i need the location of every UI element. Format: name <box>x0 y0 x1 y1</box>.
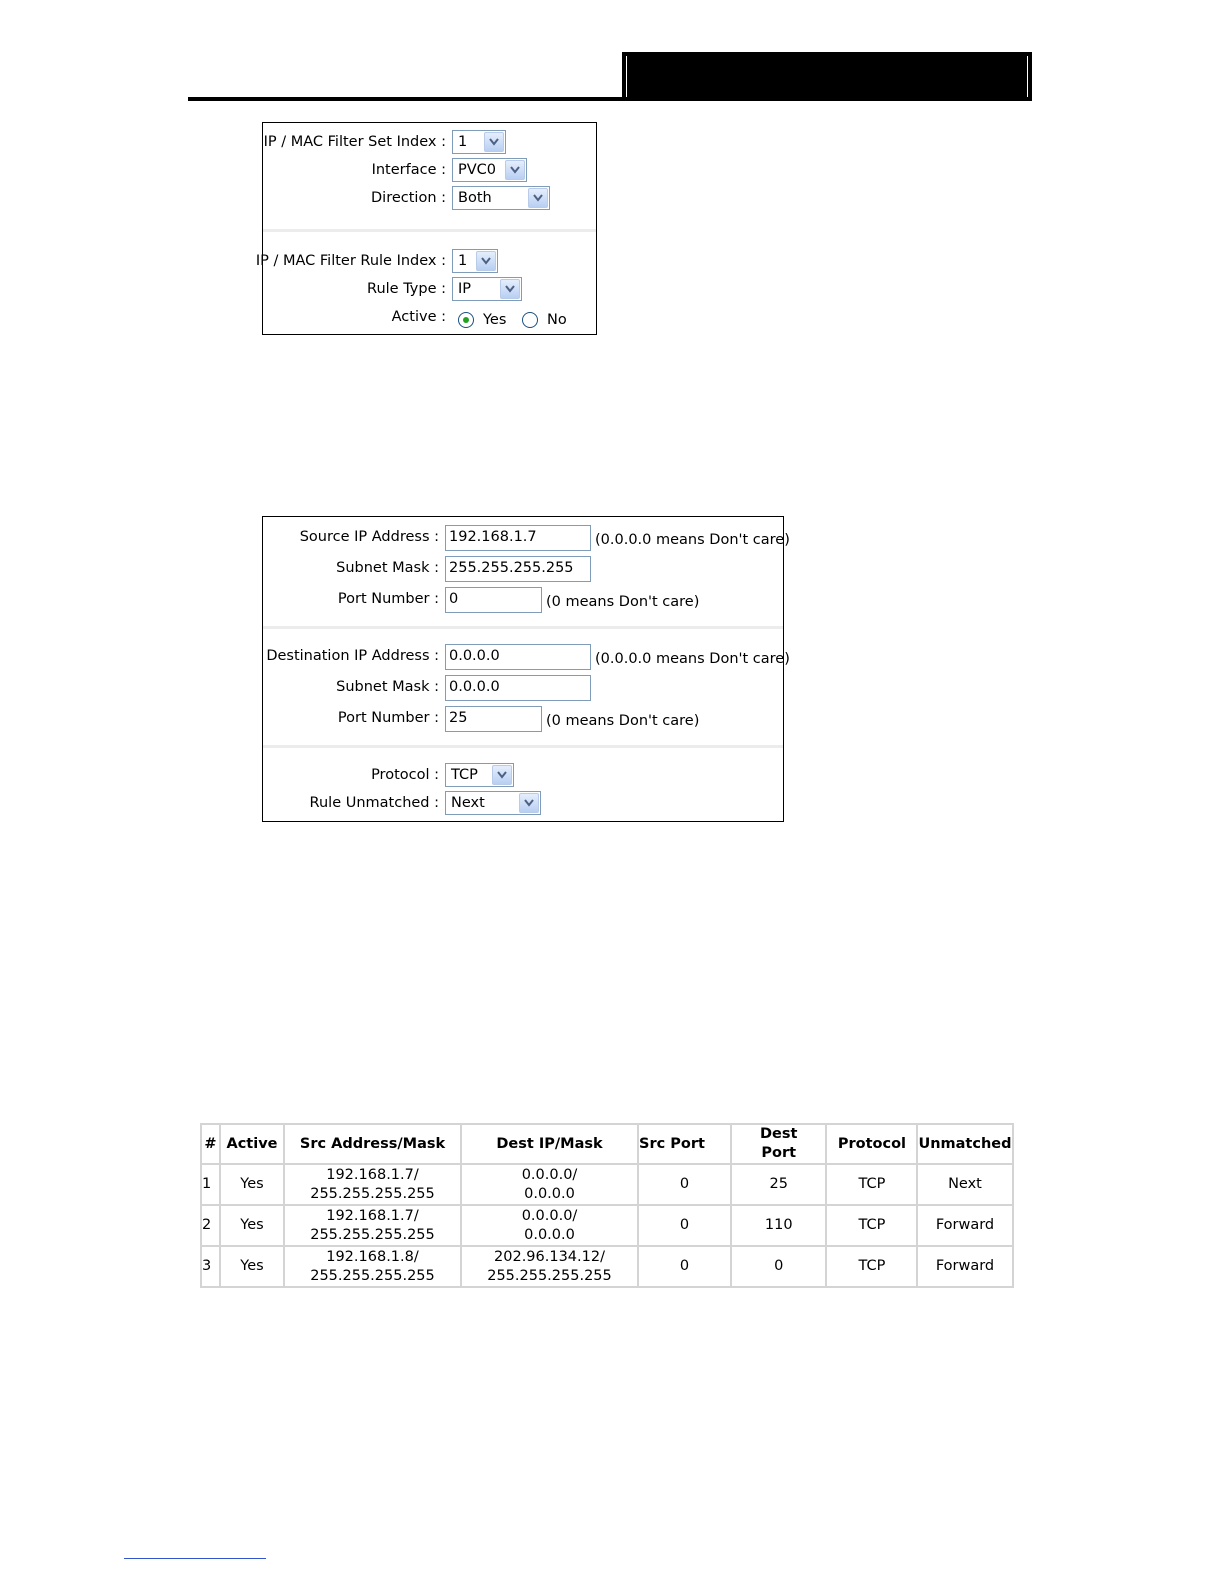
dst-mask-value: 0.0.0.0 <box>449 679 500 695</box>
cell-dest-mask: 0.0.0.0 <box>524 1226 575 1243</box>
rule-type-label: Rule Type : <box>367 281 446 297</box>
cell-src-mask: 255.255.255.255 <box>310 1185 435 1202</box>
direction-value: Both <box>458 190 492 206</box>
rule-type-value: IP <box>458 281 472 297</box>
dst-mask-input[interactable] <box>445 675 591 701</box>
src-port-input[interactable] <box>445 587 542 613</box>
src-mask-value: 255.255.255.255 <box>449 560 574 576</box>
dst-port-label: Port Number : <box>337 710 439 726</box>
chevron-down-icon <box>528 188 548 208</box>
src-port-hint: (0 means Don't care) <box>546 594 700 610</box>
col-header-protocol: Protocol <box>827 1125 916 1163</box>
cell-protocol: TCP <box>827 1165 916 1204</box>
chevron-down-icon <box>500 279 520 299</box>
direction-label: Direction : <box>371 190 446 206</box>
src-mask-input[interactable] <box>445 556 591 582</box>
panel2-separator-2 <box>263 745 783 748</box>
panel1-separator <box>263 229 596 232</box>
cell-dest-ip: 0.0.0.0/ <box>521 1166 578 1183</box>
rule-type-select[interactable] <box>452 277 522 301</box>
rule-index-select[interactable] <box>452 249 498 273</box>
col-header-src-port: Src Port <box>639 1125 730 1163</box>
cell-unmatched: Forward <box>918 1206 1011 1245</box>
cell-dest-ip: 202.96.134.12/ <box>494 1248 605 1265</box>
cell-src-ip: 192.168.1.7/ <box>326 1207 419 1224</box>
cell-active: Yes <box>221 1165 283 1204</box>
footnote-rule <box>124 1558 266 1559</box>
interface-value: PVC0 <box>458 162 497 178</box>
cell-dest-mask: 255.255.255.255 <box>487 1267 612 1284</box>
col-header-src: Src Address/Mask <box>285 1125 460 1163</box>
active-label: Active : <box>391 309 446 325</box>
cell-num: 3 <box>202 1247 219 1286</box>
active-no-radio[interactable] <box>522 312 538 328</box>
col-header-dest: Dest IP/Mask <box>462 1125 637 1163</box>
src-ip-hint: (0.0.0.0 means Don't care) <box>595 532 790 548</box>
set-index-value: 1 <box>458 134 468 150</box>
interface-select[interactable] <box>452 158 527 182</box>
cell-src <box>285 1247 460 1286</box>
table-row <box>202 1165 1012 1204</box>
protocol-label: Protocol : <box>371 767 439 783</box>
cell-src <box>285 1165 460 1204</box>
src-ip-input[interactable] <box>445 525 591 551</box>
rule-index-value: 1 <box>458 253 468 269</box>
cell-src-port: 0 <box>639 1206 730 1245</box>
cell-src-port: 0 <box>639 1165 730 1204</box>
table-row <box>202 1247 1012 1286</box>
cell-dest <box>462 1247 637 1286</box>
cell-src-mask: 255.255.255.255 <box>310 1267 435 1284</box>
active-yes-radio[interactable] <box>458 312 474 328</box>
dst-ip-value: 0.0.0.0 <box>449 648 500 664</box>
dst-port-hint: (0 means Don't care) <box>546 713 700 729</box>
cell-unmatched: Forward <box>918 1247 1011 1286</box>
set-index-label: IP / MAC Filter Set Index : <box>263 134 446 150</box>
cell-num: 1 <box>202 1165 219 1204</box>
cell-num: 2 <box>202 1206 219 1245</box>
active-yes-label: Yes <box>483 312 507 328</box>
chevron-down-icon <box>505 160 525 180</box>
chevron-down-icon <box>476 251 496 271</box>
dst-mask-label: Subnet Mask : <box>336 679 439 695</box>
cell-src-ip: 192.168.1.7/ <box>326 1166 419 1183</box>
cell-dest-ip: 0.0.0.0/ <box>521 1207 578 1224</box>
dst-ip-input[interactable] <box>445 644 591 670</box>
cell-dest-port: 25 <box>732 1165 825 1204</box>
src-ip-label: Source IP Address : <box>299 529 439 545</box>
chevron-down-icon <box>519 793 539 813</box>
cell-dest-port: 0 <box>732 1247 825 1286</box>
col-header-active: Active <box>221 1125 283 1163</box>
cell-src <box>285 1206 460 1245</box>
cell-dest-mask: 0.0.0.0 <box>524 1185 575 1202</box>
set-index-select[interactable] <box>452 130 506 154</box>
cell-src-mask: 255.255.255.255 <box>310 1226 435 1243</box>
chevron-down-icon <box>484 132 504 152</box>
chevron-down-icon <box>492 765 512 785</box>
header-rule <box>188 97 1032 101</box>
cell-active: Yes <box>221 1247 283 1286</box>
filter-rules-table <box>200 1123 1014 1288</box>
cell-protocol: TCP <box>827 1247 916 1286</box>
unmatched-label: Rule Unmatched : <box>309 795 439 811</box>
interface-label: Interface : <box>371 162 446 178</box>
protocol-value: TCP <box>451 767 478 783</box>
cell-dest <box>462 1165 637 1204</box>
rule-detail-panel <box>262 516 790 822</box>
unmatched-select[interactable] <box>445 791 541 815</box>
direction-select[interactable] <box>452 186 550 210</box>
unmatched-value: Next <box>451 795 485 811</box>
dst-ip-label: Destination IP Address : <box>266 648 439 664</box>
dst-port-input[interactable] <box>445 706 542 732</box>
col-header-unmatched: Unmatched <box>918 1125 1011 1163</box>
src-port-value: 0 <box>449 591 459 607</box>
table-row <box>202 1206 1012 1245</box>
cell-src-ip: 192.168.1.8/ <box>326 1248 419 1265</box>
active-no-label: No <box>547 312 567 328</box>
header-black-block <box>622 52 1032 101</box>
cell-dest <box>462 1206 637 1245</box>
dst-ip-hint: (0.0.0.0 means Don't care) <box>595 651 790 667</box>
cell-active: Yes <box>221 1206 283 1245</box>
dst-port-value: 25 <box>449 710 468 726</box>
table-header-row <box>202 1125 1012 1163</box>
src-ip-value: 192.168.1.7 <box>449 529 537 545</box>
cell-unmatched: Next <box>918 1165 1011 1204</box>
col-header-num: # <box>202 1125 219 1163</box>
cell-dest-port: 110 <box>732 1206 825 1245</box>
panel2-separator-1 <box>263 626 783 629</box>
rule-index-label: IP / MAC Filter Rule Index : <box>255 253 446 269</box>
cell-protocol: TCP <box>827 1206 916 1245</box>
protocol-select[interactable] <box>445 763 514 787</box>
src-port-label: Port Number : <box>337 591 439 607</box>
filter-set-panel <box>255 122 597 335</box>
cell-src-port: 0 <box>639 1247 730 1286</box>
col-header-dest-port: Dest Port <box>732 1125 825 1163</box>
src-mask-label: Subnet Mask : <box>336 560 439 576</box>
